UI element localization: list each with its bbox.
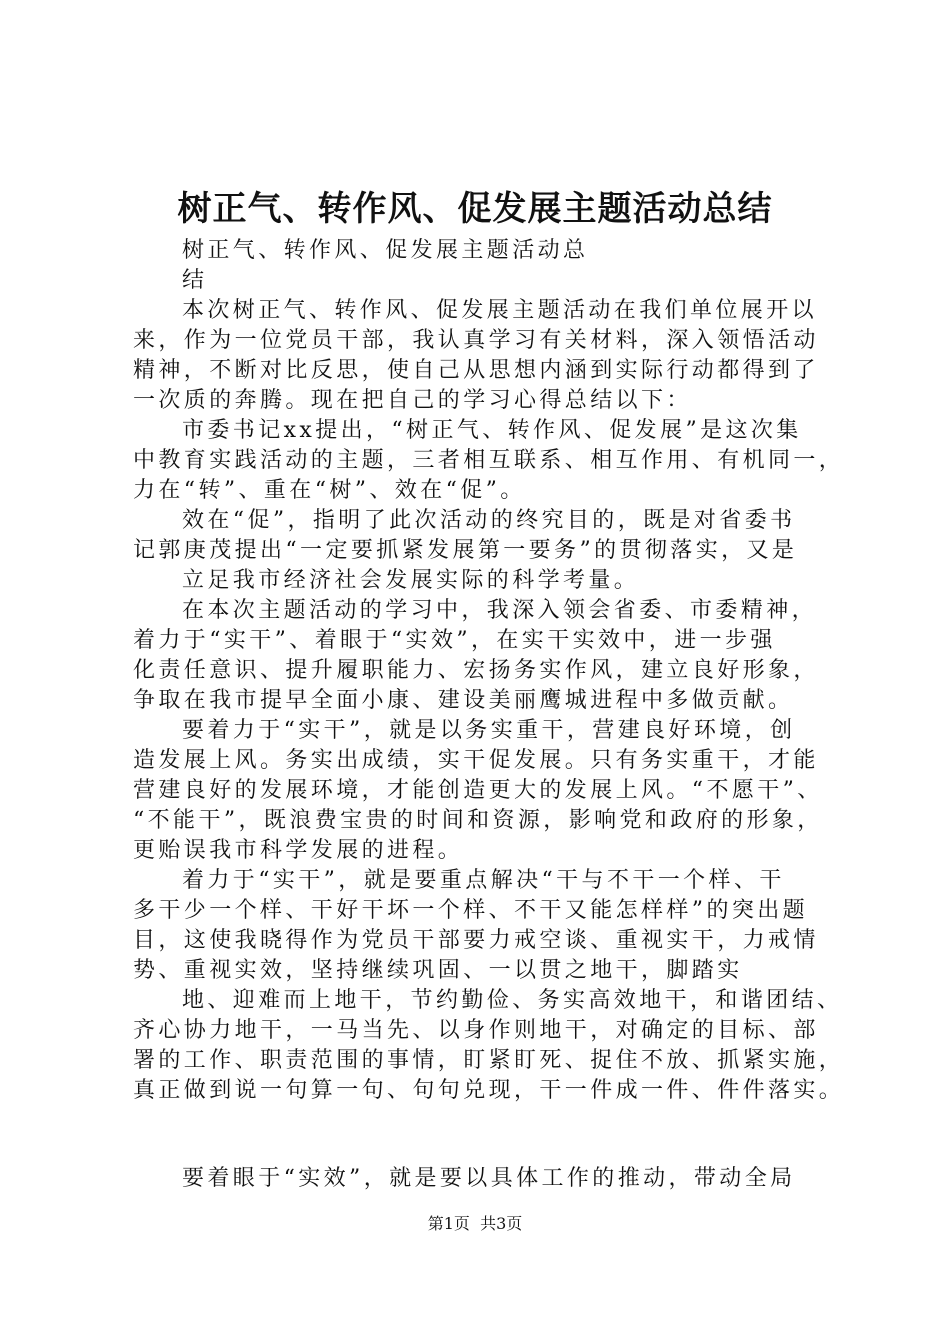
page-number: 第1页 共3页	[427, 1214, 523, 1233]
paragraph-line: 齐心协力地干，一马当先、以身作则地干，对确定的目标、部	[133, 1018, 819, 1043]
paragraph-line: 着力于“实干”、着眼于“实效”，在实干实效中，进一步强	[133, 628, 776, 653]
paragraph-line: 多干少一个样、干好干坏一个样、不干又能怎样样”的突出题	[133, 898, 809, 923]
paragraph-line: 化责任意识、提升履职能力、宏扬务实作风，建立良好形象，	[133, 658, 819, 683]
paragraph-line: 真正做到说一句算一句、句句兑现，干一件成一件、件件落实。	[133, 1078, 845, 1103]
paragraph-line: 效在“促”，指明了此次活动的终究目的，既是对省委书	[182, 508, 796, 533]
paragraph-line: 本次树正气、转作风、促发展主题活动在我们单位展开以	[182, 298, 818, 323]
paragraph-line: 精神，不断对比反思，使自己从思想内涵到实际行动都得到了	[133, 358, 819, 383]
paragraph-line: 署的工作、职责范围的事情，盯紧盯死、捉住不放、抓紧实施，	[133, 1048, 845, 1073]
paragraph-line: 着力于“实干”，就是要重点解决“干与不干一个样、干	[182, 868, 785, 893]
paragraph-line: 目，这使我晓得作为党员干部要力戒空谈、重视实干，力戒情	[133, 928, 819, 953]
paragraph-line: 更贻误我市科学发展的进程。	[133, 838, 464, 863]
document-body	[133, 236, 845, 1194]
subtitle-line: 树正气、转作风、促发展主题活动总	[182, 238, 589, 263]
paragraph-gap	[133, 1106, 833, 1164]
paragraph-line: 记郭庚茂提出“一定要抓紧发展第一要务”的贯彻落实，又是	[133, 538, 798, 563]
paragraph-line: 要着眼于“实效”，就是要以具体工作的推动，带动全局	[182, 1166, 796, 1191]
paragraph-line: “不能干”，既浪费宝贵的时间和资源，影响党和政府的形象，	[133, 808, 823, 833]
page-footer	[0, 1214, 950, 1234]
paragraph-line: 一次质的奔腾。现在把自己的学习心得总结以下：	[133, 388, 692, 413]
paragraph-line: 立足我市经济社会发展实际的科学考量。	[182, 568, 640, 593]
paragraph-line: 市委书记xx提出，“树正气、转作风、促发展”是这次集	[182, 418, 802, 443]
paragraph-line: 力在“转”、重在“树”、效在“促”。	[133, 478, 526, 503]
paragraph-line: 造发展上风。务实出成绩，实干促发展。只有务实重干，才能	[133, 748, 819, 773]
paragraph-line: 争取在我市提早全面小康、建设美丽鹰城进程中多做贡献。	[133, 688, 794, 713]
document-title: 树正气、转作风、促发展主题活动总结	[177, 189, 773, 229]
paragraph-line: 营建良好的发展环境，才能创造更大的发展上风。“不愿干”、	[133, 778, 823, 803]
paragraph-line: 来，作为一位党员干部，我认真学习有关材料，深入领悟活动	[133, 328, 819, 353]
paragraph-line: 中教育实践活动的主题，三者相互联系、相互作用、有机同一，	[133, 448, 845, 473]
paragraph-line: 势、重视实效，坚持继续巩固、一以贯之地干，脚踏实	[133, 958, 743, 983]
subtitle-line: 结	[182, 268, 208, 293]
paragraph-line: 地、迎难而上地干，节约勤俭、务实高效地干，和谐团结、	[182, 988, 843, 1013]
paragraph-line: 在本次主题活动的学习中，我深入领会省委、市委精神，	[182, 598, 818, 623]
paragraph-line: 要着力于“实干”，就是以务实重干，营建良好环境，创	[182, 718, 796, 743]
